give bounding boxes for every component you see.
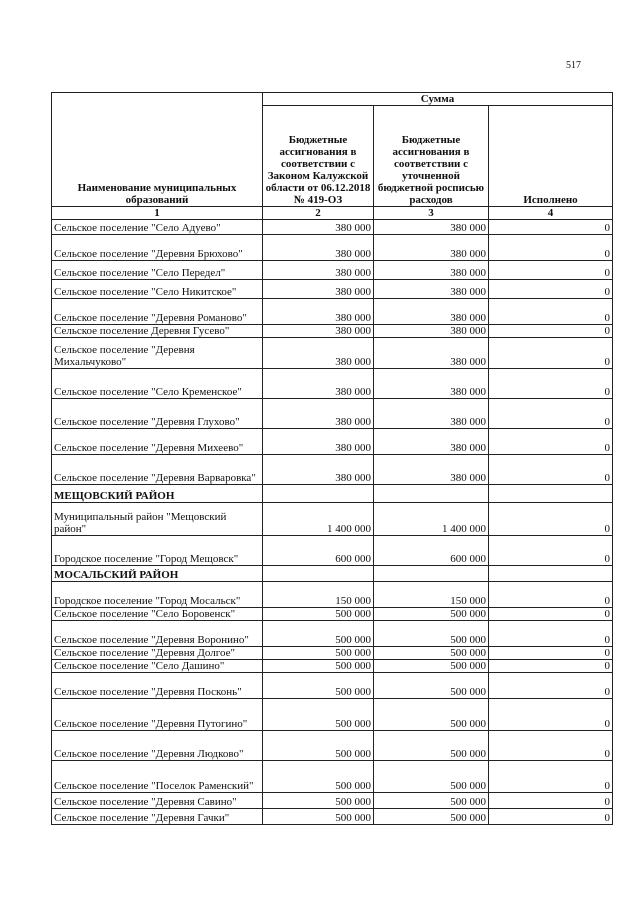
adjusted-allocation-cell: 150 000 bbox=[374, 582, 489, 608]
executed-cell: 0 bbox=[489, 608, 613, 621]
municipality-name-cell: Сельское поселение "Деревня Посконь" bbox=[52, 673, 263, 699]
executed-cell: 0 bbox=[489, 647, 613, 660]
municipality-name-cell: Муниципальный район "Мещовский район" bbox=[52, 503, 263, 536]
law-allocation-cell: 380 000 bbox=[263, 455, 374, 485]
law-allocation-cell: 500 000 bbox=[263, 731, 374, 761]
municipality-name-cell: Сельское поселение "Село Передел" bbox=[52, 261, 263, 280]
table-row bbox=[52, 338, 613, 369]
section-row bbox=[52, 566, 613, 582]
table-row bbox=[52, 793, 613, 809]
adjusted-allocation-cell: 500 000 bbox=[374, 608, 489, 621]
executed-cell: 0 bbox=[489, 621, 613, 647]
law-allocation-cell: 380 000 bbox=[263, 220, 374, 235]
adjusted-allocation-cell: 500 000 bbox=[374, 809, 489, 825]
adjusted-allocation-cell: 600 000 bbox=[374, 536, 489, 566]
table-row bbox=[52, 761, 613, 793]
adjusted-allocation-cell: 380 000 bbox=[374, 280, 489, 299]
column-group-header-sum: Сумма bbox=[263, 93, 613, 106]
municipality-name-cell: Сельское поселение "Деревня Глухово" bbox=[52, 399, 263, 429]
adjusted-allocation-cell bbox=[374, 566, 489, 582]
adjusted-allocation-cell: 380 000 bbox=[374, 235, 489, 261]
law-allocation-cell: 500 000 bbox=[263, 699, 374, 731]
municipality-name-cell: Городское поселение "Город Мещовск" bbox=[52, 536, 263, 566]
table-row bbox=[52, 647, 613, 660]
law-allocation-cell: 500 000 bbox=[263, 673, 374, 699]
municipality-name-cell: Сельское поселение "Деревня Варваровка" bbox=[52, 455, 263, 485]
executed-cell: 0 bbox=[489, 369, 613, 399]
law-allocation-cell: 380 000 bbox=[263, 299, 374, 325]
municipality-name-cell: Сельское поселение "Деревня Долгое" bbox=[52, 647, 263, 660]
law-allocation-cell: 380 000 bbox=[263, 369, 374, 399]
executed-cell: 0 bbox=[489, 429, 613, 455]
table-row bbox=[52, 280, 613, 299]
table-row bbox=[52, 235, 613, 261]
law-allocation-cell: 1 400 000 bbox=[263, 503, 374, 536]
adjusted-allocation-cell: 500 000 bbox=[374, 793, 489, 809]
law-allocation-cell: 380 000 bbox=[263, 338, 374, 369]
table-row bbox=[52, 299, 613, 325]
table-row bbox=[52, 325, 613, 338]
municipality-name-cell: Городское поселение "Город Мосальск" bbox=[52, 582, 263, 608]
table-row bbox=[52, 608, 613, 621]
table-row bbox=[52, 369, 613, 399]
executed-cell: 0 bbox=[489, 731, 613, 761]
law-allocation-cell: 380 000 bbox=[263, 325, 374, 338]
law-allocation-cell: 500 000 bbox=[263, 608, 374, 621]
executed-cell: 0 bbox=[489, 673, 613, 699]
table-row bbox=[52, 621, 613, 647]
adjusted-allocation-cell: 500 000 bbox=[374, 647, 489, 660]
adjusted-allocation-cell: 1 400 000 bbox=[374, 503, 489, 536]
municipality-name-cell: Сельское поселение "Поселок Раменский" bbox=[52, 761, 263, 793]
adjusted-allocation-cell: 500 000 bbox=[374, 699, 489, 731]
law-allocation-cell: 380 000 bbox=[263, 399, 374, 429]
executed-cell: 0 bbox=[489, 503, 613, 536]
municipality-name-cell: Сельское поселение "Село Кременское" bbox=[52, 369, 263, 399]
executed-cell: 0 bbox=[489, 793, 613, 809]
law-allocation-cell: 500 000 bbox=[263, 647, 374, 660]
executed-cell: 0 bbox=[489, 699, 613, 731]
table-row bbox=[52, 673, 613, 699]
column-header-law-allocations: Бюджетные ассигнования в соответствии с Законом Калужской области от 06.12.2018 № 419-ОЗ bbox=[263, 106, 374, 207]
table-row bbox=[52, 731, 613, 761]
table-row bbox=[52, 660, 613, 673]
municipality-name-cell: Сельское поселение "Деревня Романово" bbox=[52, 299, 263, 325]
column-header-adjusted-allocations: Бюджетные ассигнования в соответствии с уточненной бюджетной росписью расходов bbox=[374, 106, 489, 207]
table-row bbox=[52, 809, 613, 825]
municipality-name-cell: Сельское поселение "Деревня Брюхово" bbox=[52, 235, 263, 261]
table-row bbox=[52, 261, 613, 280]
law-allocation-cell: 150 000 bbox=[263, 582, 374, 608]
table-row bbox=[52, 699, 613, 731]
municipality-name-cell: Сельское поселение "Деревня Путогино" bbox=[52, 699, 263, 731]
municipality-name-cell: Сельское поселение "Деревня Гачки" bbox=[52, 809, 263, 825]
column-number-3: 3 bbox=[374, 207, 489, 220]
executed-cell: 0 bbox=[489, 338, 613, 369]
executed-cell: 0 bbox=[489, 536, 613, 566]
table-row bbox=[52, 455, 613, 485]
table-row bbox=[52, 582, 613, 608]
table-row bbox=[52, 220, 613, 235]
executed-cell: 0 bbox=[489, 261, 613, 280]
adjusted-allocation-cell: 380 000 bbox=[374, 429, 489, 455]
executed-cell: 0 bbox=[489, 455, 613, 485]
executed-cell: 0 bbox=[489, 299, 613, 325]
executed-cell: 0 bbox=[489, 325, 613, 338]
municipality-name-cell: Сельское поселение "Село Адуево" bbox=[52, 220, 263, 235]
executed-cell bbox=[489, 566, 613, 582]
executed-cell: 0 bbox=[489, 235, 613, 261]
adjusted-allocation-cell: 500 000 bbox=[374, 731, 489, 761]
municipality-name-cell: Сельское поселение "Деревня Людково" bbox=[52, 731, 263, 761]
adjusted-allocation-cell bbox=[374, 485, 489, 503]
executed-cell: 0 bbox=[489, 582, 613, 608]
adjusted-allocation-cell: 380 000 bbox=[374, 220, 489, 235]
adjusted-allocation-cell: 500 000 bbox=[374, 761, 489, 793]
adjusted-allocation-cell: 380 000 bbox=[374, 299, 489, 325]
adjusted-allocation-cell: 500 000 bbox=[374, 660, 489, 673]
law-allocation-cell: 600 000 bbox=[263, 536, 374, 566]
executed-cell: 0 bbox=[489, 399, 613, 429]
adjusted-allocation-cell: 380 000 bbox=[374, 325, 489, 338]
law-allocation-cell: 380 000 bbox=[263, 429, 374, 455]
executed-cell: 0 bbox=[489, 809, 613, 825]
adjusted-allocation-cell: 380 000 bbox=[374, 369, 489, 399]
budget-table bbox=[51, 92, 613, 825]
municipality-name-cell: МЕЩОВСКИЙ РАЙОН bbox=[52, 485, 263, 503]
table-row bbox=[52, 503, 613, 536]
adjusted-allocation-cell: 380 000 bbox=[374, 455, 489, 485]
column-header-name: Наименование муниципальных образований bbox=[52, 93, 263, 207]
table-row bbox=[52, 536, 613, 566]
municipality-name-cell: Сельское поселение "Деревня Михеево" bbox=[52, 429, 263, 455]
law-allocation-cell: 500 000 bbox=[263, 660, 374, 673]
municipality-name-cell: Сельское поселение "Село Дашино" bbox=[52, 660, 263, 673]
law-allocation-cell bbox=[263, 485, 374, 503]
law-allocation-cell: 380 000 bbox=[263, 280, 374, 299]
adjusted-allocation-cell: 380 000 bbox=[374, 338, 489, 369]
executed-cell bbox=[489, 485, 613, 503]
law-allocation-cell: 500 000 bbox=[263, 809, 374, 825]
adjusted-allocation-cell: 500 000 bbox=[374, 621, 489, 647]
adjusted-allocation-cell: 380 000 bbox=[374, 399, 489, 429]
municipality-name-cell: Сельское поселение "Деревня Воронино" bbox=[52, 621, 263, 647]
municipality-name-cell: Сельское поселение Деревня Гусево" bbox=[52, 325, 263, 338]
column-number-1: 1 bbox=[52, 207, 263, 220]
law-allocation-cell: 500 000 bbox=[263, 621, 374, 647]
adjusted-allocation-cell: 500 000 bbox=[374, 673, 489, 699]
column-number-4: 4 bbox=[489, 207, 613, 220]
law-allocation-cell bbox=[263, 566, 374, 582]
executed-cell: 0 bbox=[489, 761, 613, 793]
municipality-name-cell: Сельское поселение "Деревня Михальчуково" bbox=[52, 338, 263, 369]
law-allocation-cell: 380 000 bbox=[263, 261, 374, 280]
executed-cell: 0 bbox=[489, 280, 613, 299]
law-allocation-cell: 380 000 bbox=[263, 235, 374, 261]
table-row bbox=[52, 399, 613, 429]
municipality-name-cell: Сельское поселение "Деревня Савино" bbox=[52, 793, 263, 809]
municipality-name-cell: Сельское поселение "Село Никитское" bbox=[52, 280, 263, 299]
law-allocation-cell: 500 000 bbox=[263, 761, 374, 793]
law-allocation-cell: 500 000 bbox=[263, 793, 374, 809]
column-number-2: 2 bbox=[263, 207, 374, 220]
municipality-name-cell: Сельское поселение "Село Боровенск" bbox=[52, 608, 263, 621]
column-header-executed: Исполнено bbox=[489, 106, 613, 207]
section-row bbox=[52, 485, 613, 503]
executed-cell: 0 bbox=[489, 660, 613, 673]
table-row bbox=[52, 429, 613, 455]
adjusted-allocation-cell: 380 000 bbox=[374, 261, 489, 280]
executed-cell: 0 bbox=[489, 220, 613, 235]
page-number: 517 bbox=[566, 60, 581, 71]
municipality-name-cell: МОСАЛЬСКИЙ РАЙОН bbox=[52, 566, 263, 582]
